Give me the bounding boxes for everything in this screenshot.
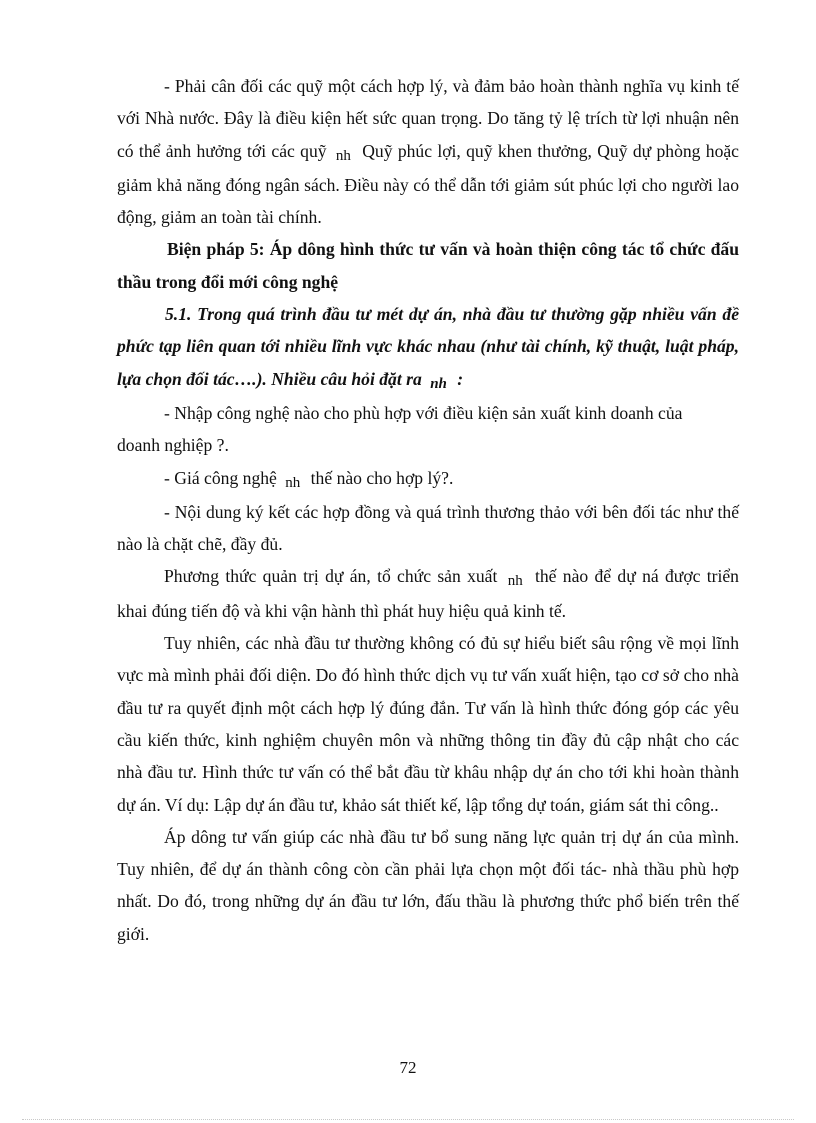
- paragraph-text: Phương thức quản trị dự án, tổ chức sản xuất: [164, 566, 498, 587]
- paragraph-text: - Giá công nghệ: [164, 467, 277, 488]
- question-contract-content: - Nội dung ký kết các hợp đồng và quá trình thương thảo với bên đối tác như thế nào là chặt chẽ, đầy đủ.: [117, 501, 739, 555]
- section-heading-measure-5: Biện pháp 5: Áp dông hình thức tư vấn và hoàn thiện công tác tổ chức đấu thầu trong đổi mới công nghệ: [117, 239, 739, 292]
- question-technology-import: - Nhập công nghệ nào cho phù hợp với điều kiện sản xuất kinh doanh của: [164, 402, 683, 423]
- paragraph-text: thế nào cho hợp lý?.: [310, 467, 454, 488]
- paragraph-text: Quỹ phúc lợi, quỹ khen thưởng, Quỹ dự phòng hoặc giảm khả năng đóng ngân sách. Điều này có thể dẫn tới giảm sút phúc lợi cho người lao động, giảm an toàn tài chính.: [117, 140, 739, 228]
- inline-note: nh: [507, 573, 523, 590]
- heading-end: :: [457, 368, 464, 389]
- paragraph-text: thế nào để dự ná được triển khai đúng tiến độ và khi vận hành thì phát huy hiệu quả kinh tế.: [117, 566, 739, 621]
- heading-text: 5.1. Trong quá trình đầu tư mét dự án, nhà đầu tư thường gặp nhiều vấn đề phức tạp liên quan tới nhiều lĩnh vực khác nhau (như tài chính, kỹ thuật, luật pháp, lựa chọn đối tác….). Nhiều câu hỏi đặt ra: [117, 304, 739, 389]
- inline-note: nh: [430, 375, 447, 392]
- bottom-divider: [22, 1119, 794, 1120]
- paragraph-project-management: [117, 560, 739, 627]
- inline-note: nh: [285, 474, 301, 491]
- paragraph-text: - Phải cân đối các quỹ một cách hợp lý, và đảm bảo hoàn thành nghĩa vụ kinh tế với Nhà nước. Đây là điều kiện hết sức quan trọng. Do tăng tỷ lệ trích từ lợi nhuận nên có thể ảnh hưởng tới các quỹ: [117, 76, 739, 161]
- subsection-heading-5-1: [117, 298, 739, 397]
- paragraph-fund-balance: [117, 70, 739, 233]
- question-technology-import-cont: doanh nghiệp ?.: [117, 435, 229, 456]
- question-technology-price: [117, 462, 739, 496]
- paragraph-consulting-intro: Tuy nhiên, các nhà đầu tư thường không có đủ sự hiểu biết sâu rộng về mọi lĩnh vực mà mình phải đối diện. Do đó hình thức dịch vụ tư vấn xuất hiện, tạo cơ sở cho nhà đầu tư ra quyết định một cách hợp lý đúng đắn. Tư vấn là hình thức đóng góp các yêu cầu kiến thức, kinh nghiệm chuyên môn và những thông tin đầy đủ cập nhật cho các nhà đầu tư. Hình thức tư vấn có thể bắt đầu từ khâu nhập dự án cho tới khi hoàn thành dự án. Ví dụ: Lập dự án đầu tư, khảo sát thiết kế, lập tổng dự toán, giám sát thi công..: [117, 633, 739, 815]
- document-body: [117, 70, 739, 950]
- page-number: 72: [399, 1058, 417, 1077]
- paragraph-consulting-benefit: Áp dông tư vấn giúp các nhà đầu tư bổ sung năng lực quản trị dự án của mình. Tuy nhiên, để dự án thành công còn cần phải lựa chọn một đối tác- nhà thầu phù hợp nhất. Do đó, trong những dự án đầu tư lớn, đấu thầu là phương thức phổ biến trên thế giới.: [117, 826, 739, 944]
- inline-note: nh: [335, 147, 351, 164]
